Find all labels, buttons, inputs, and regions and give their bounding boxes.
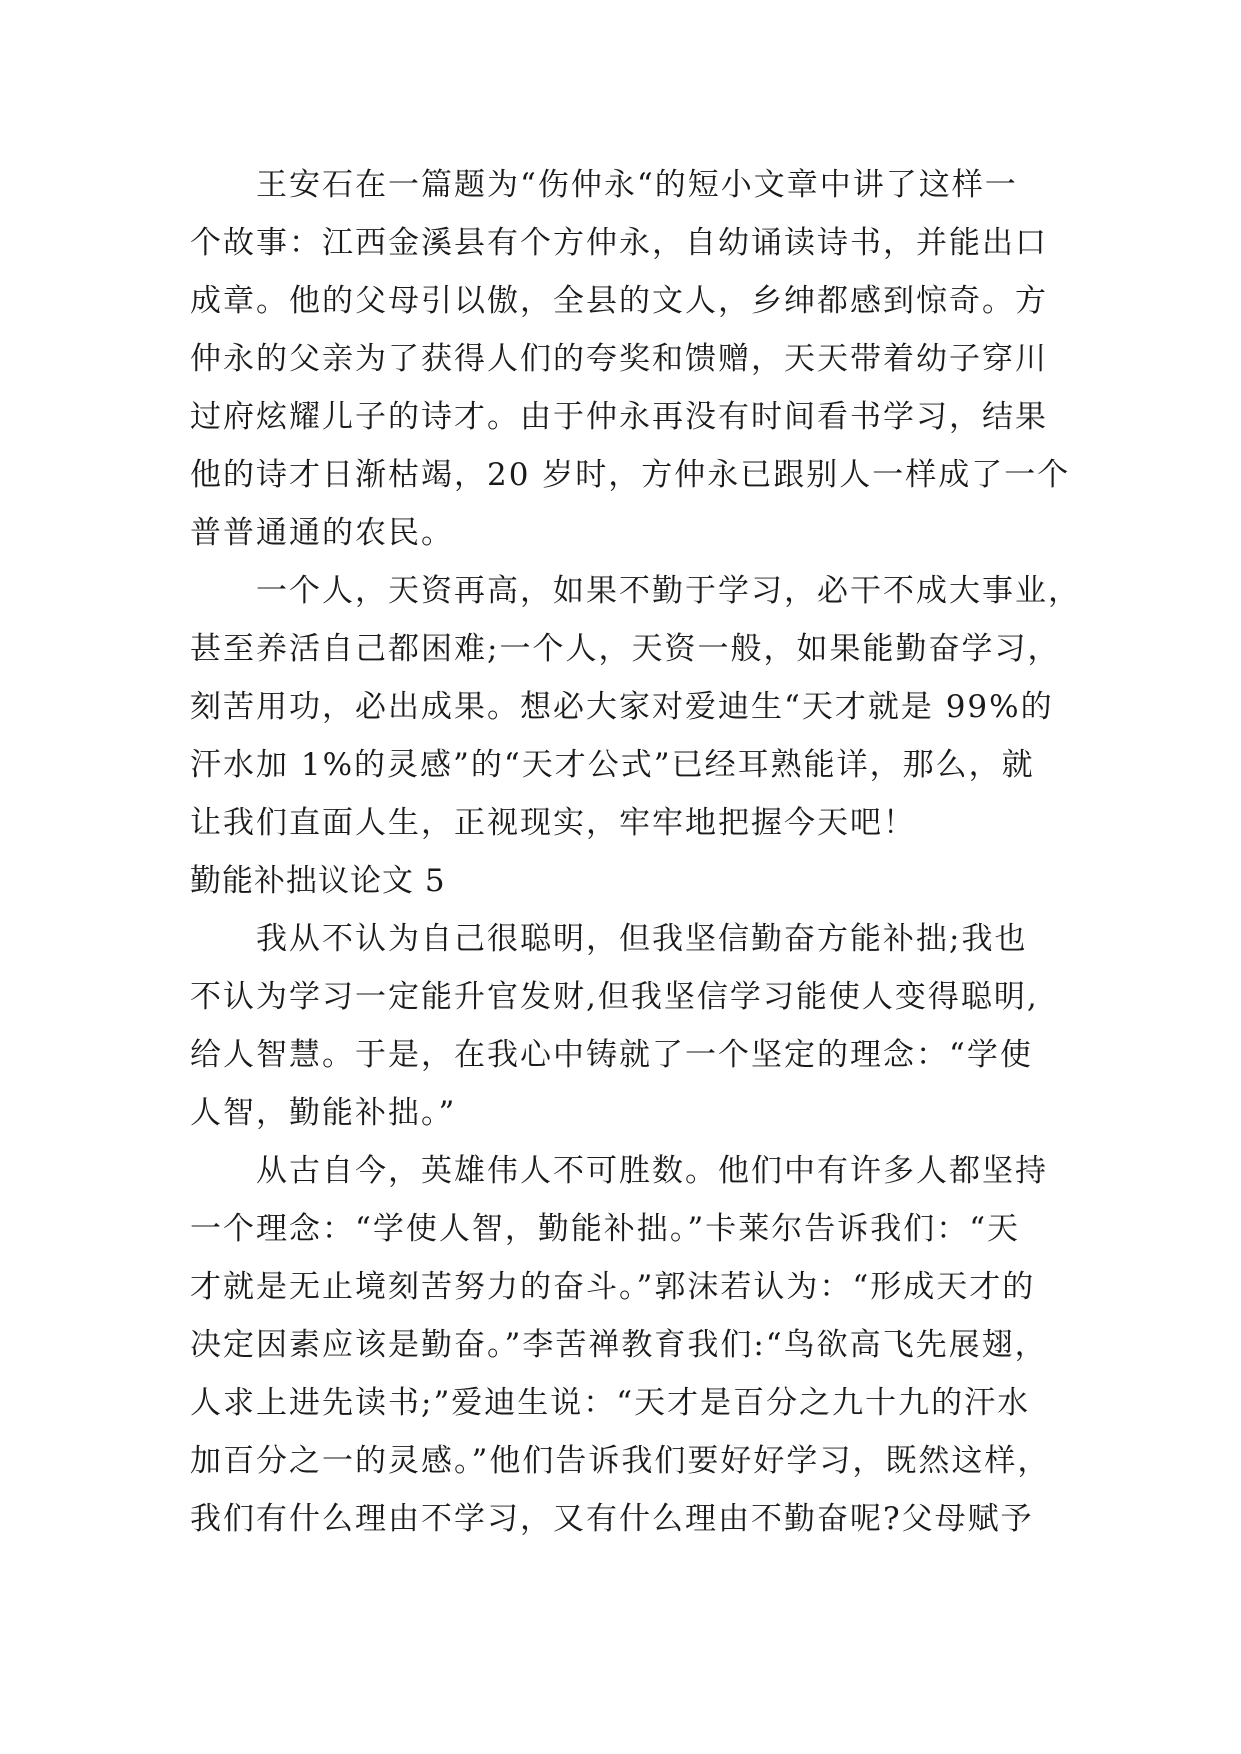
paragraph-line: 人智，勤能补拙。” [190, 1095, 457, 1131]
paragraph-line: 决定因素应该是勤奋。”李苦禅教育我们:“鸟欲高飞先展翅， [190, 1327, 1048, 1363]
paragraph-line: 加百分之一的灵感。”他们告诉我们要好好学习，既然这样， [190, 1443, 1051, 1479]
paragraph-2 [190, 562, 1081, 852]
paragraph-line: 我们有什么理由不学习，又有什么理由不勤奋呢?父母赋予 [190, 1501, 1034, 1537]
paragraph-line: 普普通通的农民。 [190, 515, 454, 551]
paragraph-line: 我从不认为自己很聪明，但我坚信勤奋方能补拙;我也 [256, 921, 1028, 957]
paragraph-line: 不认为学习一定能升官发财,但我坚信学习能使人变得聪明, [190, 979, 1039, 1015]
paragraph-line: 过府炫耀儿子的诗才。由于仲永再没有时间看书学习，结果 [190, 399, 1048, 435]
paragraph-line: 个故事：江西金溪县有个方仲永，自幼诵读诗书，并能出口 [190, 225, 1048, 261]
paragraph-line: 才就是无止境刻苦努力的奋斗。”郭沫若认为：“形成天才的 [190, 1269, 1036, 1305]
paragraph-line: 成章。他的父母引以傲，全县的文人，乡绅都感到惊奇。方 [190, 283, 1048, 319]
paragraph-line: 从古自今，英雄伟人不可胜数。他们中有许多人都坚持 [256, 1153, 1048, 1189]
paragraph-line: 甚至养活自己都困难;一个人，天资一般，如果能勤奋学习， [190, 631, 1061, 667]
paragraph-line: 他的诗才日渐枯竭，20 岁时，方仲永已跟别人一样成了一个 [190, 457, 1071, 493]
paragraph-line: 人求上进先读书;”爱迪生说：“天才是百分之九十九的汗水 [190, 1385, 1031, 1421]
section-heading: 勤能补拙议论文 5 [190, 863, 446, 899]
paragraph-line: 让我们直面人生，正视现实，牢牢地把握今天吧！ [190, 805, 916, 841]
paragraph-line: 王安石在一篇题为“伤仲永“的短小文章中讲了这样一 [256, 167, 1018, 203]
paragraph-line: 仲永的父亲为了获得人们的夸奖和馈赠，天天带着幼子穿川 [190, 341, 1048, 377]
paragraph-4 [190, 1142, 1060, 1548]
paragraph-line: 刻苦用功，必出成果。想必大家对爱迪生“天才就是 99%的 [190, 689, 1054, 725]
paragraph-line: 一个理念：“学使人智，勤能补拙。”卡莱尔告诉我们：“天 [190, 1211, 1021, 1247]
document-body [190, 156, 1081, 1548]
paragraph-line: 一个人，天资再高，如果不勤于学习，必干不成大事业， [256, 573, 1081, 609]
paragraph-1 [190, 156, 1071, 562]
paragraph-line: 给人智慧。于是，在我心中铸就了一个坚定的理念：“学使 [190, 1037, 1033, 1073]
paragraph-line: 汗水加 1%的灵感”的“天才公式”已经耳熟能详，那么，就 [190, 747, 1035, 783]
paragraph-3 [190, 910, 1060, 1142]
